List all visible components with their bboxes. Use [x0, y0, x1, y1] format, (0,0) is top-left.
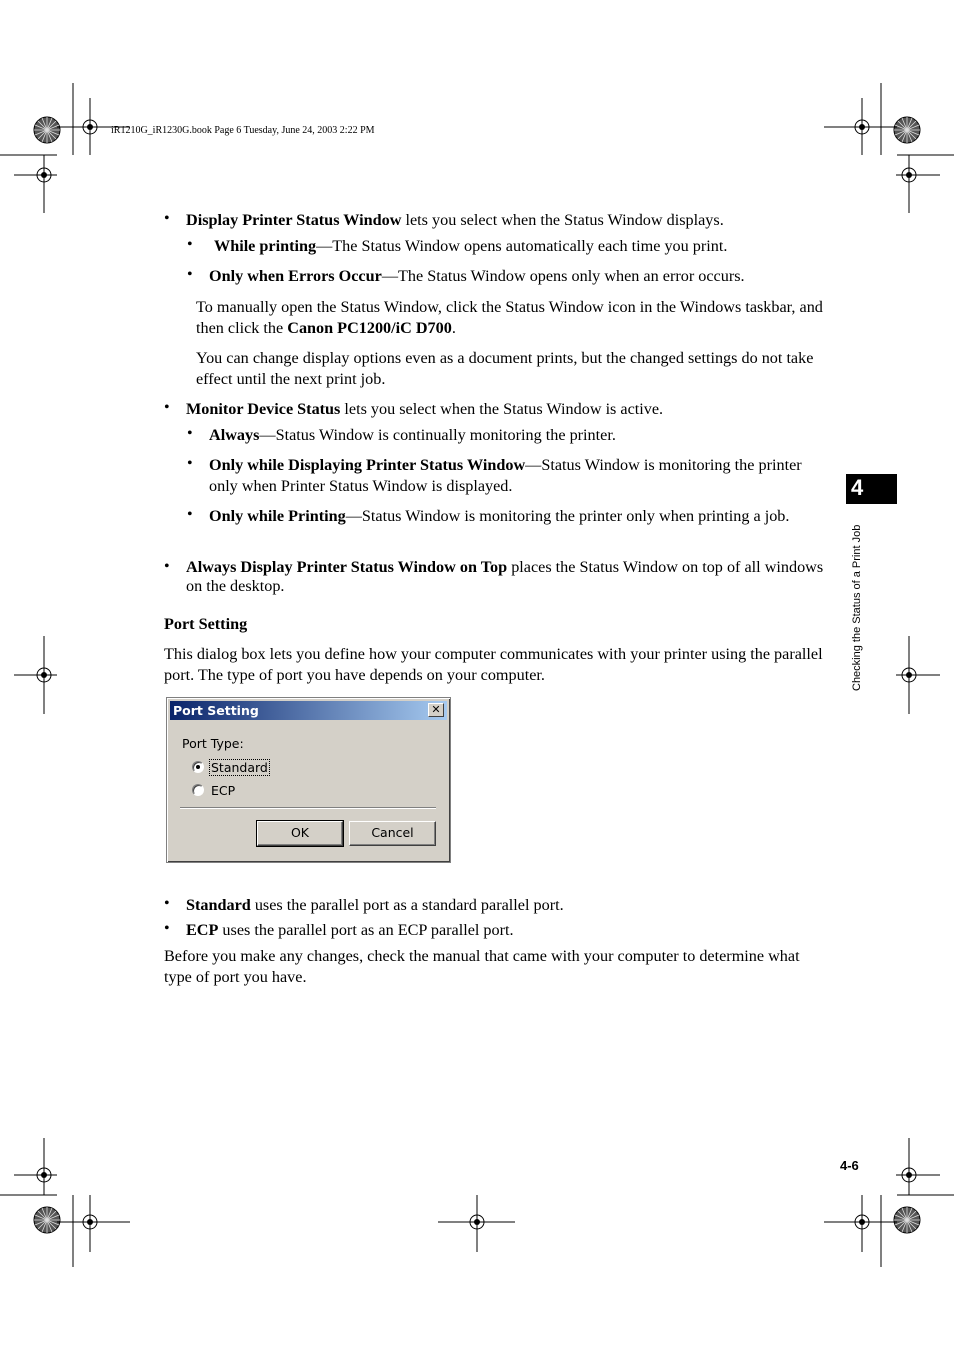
while-printing-monitor-term: Only while Printing — [209, 507, 346, 525]
while-displaying-item — [209, 455, 819, 497]
while-displaying-term: Only while Displaying Printer Status Window — [209, 456, 526, 474]
book-header-line: iR1210G_iR1230G.book Page 6 Tuesday, June 24, 2003 2:22 PM — [111, 125, 375, 136]
while-displaying-desc: —Status Window is monitoring the printer only when Printer Status Window is displayed. — [209, 456, 802, 495]
while-printing-monitor-desc: —Status Window is monitoring the printer only when printing a job. — [345, 507, 790, 525]
standard-desc: uses the parallel port as a standard parallel port. — [250, 896, 564, 914]
bullet: • — [164, 895, 170, 912]
always-term: Always — [209, 426, 260, 444]
chapter-tab — [846, 474, 897, 504]
port-intro-paragraph: This dialog box lets you define how your computer communicates with your printer using the parallel port. The type of port you have depends on your computer. — [164, 645, 823, 684]
dialog-title: Port Setting — [173, 703, 259, 718]
bullet: • — [164, 399, 170, 416]
bullet: • — [187, 425, 193, 442]
while-printing-desc: —The Status Window opens automatically each time you print. — [316, 237, 728, 255]
display-status-term: Display Printer Status Window — [186, 211, 402, 229]
port-setting-dialog — [166, 697, 451, 863]
always-on-top-term: Always Display Printer Status Window on Top — [186, 558, 508, 576]
ok-button[interactable]: OK — [257, 821, 343, 846]
radio-standard-label[interactable]: Standard — [211, 760, 268, 775]
radio-ecp[interactable] — [192, 784, 204, 796]
bullet: • — [187, 236, 193, 253]
only-errors-item — [209, 266, 824, 287]
period: . — [451, 319, 456, 337]
monitor-status-term: Monitor Device Status — [186, 400, 341, 418]
only-errors-term: Only when Errors Occur — [209, 267, 382, 285]
while-printing-monitor-item — [209, 506, 819, 527]
bullet: • — [164, 920, 170, 937]
monitor-status-item — [186, 399, 826, 420]
closing-paragraph: Before you make any changes, check the manual that came with your computer to determine what type of port you have. — [164, 947, 800, 986]
bullet: • — [187, 266, 193, 283]
chapter-title-vertical: Checking the Status of a Print Job — [851, 524, 863, 691]
radio-selected-dot — [196, 765, 200, 769]
ecp-desc: uses the parallel port as an ECP parallel port. — [218, 921, 514, 939]
standard-term: Standard — [186, 896, 251, 914]
page-number: 4-6 — [840, 1158, 859, 1173]
always-desc: —Status Window is continually monitoring the printer. — [259, 426, 616, 444]
always-item — [209, 425, 824, 446]
bullet: • — [164, 210, 170, 227]
port-setting-heading: Port Setting — [164, 615, 248, 633]
ecp-term: ECP — [186, 921, 219, 939]
radio-ecp-label[interactable]: ECP — [211, 783, 236, 798]
monitor-status-desc: lets you select when the Status Window is active. — [340, 400, 664, 418]
port-type-label: Port Type: — [182, 736, 244, 751]
standard-item — [186, 895, 826, 916]
bullet: • — [187, 455, 193, 472]
only-errors-desc: —The Status Window opens only when an error occurs. — [381, 267, 745, 285]
dialog-separator — [180, 807, 436, 809]
always-on-top-item — [186, 558, 826, 596]
ecp-item — [186, 920, 826, 941]
dialog-titlebar — [170, 701, 447, 720]
bullet: • — [164, 558, 170, 575]
always-on-top-desc: places the Status Window on top of all windows on the desktop. — [186, 558, 824, 595]
display-status-desc: lets you select when the Status Window displays. — [401, 211, 724, 229]
display-status-item — [186, 210, 826, 231]
printer-name: Canon PC1200/iC D700 — [287, 319, 452, 337]
radio-standard[interactable] — [192, 761, 204, 773]
manual-open-note — [196, 297, 824, 339]
close-icon[interactable]: ✕ — [428, 703, 444, 717]
chapter-number: 4 — [851, 475, 864, 500]
cancel-button[interactable]: Cancel — [349, 821, 436, 846]
while-printing-term: While printing — [214, 237, 317, 255]
while-printing-item — [214, 236, 824, 257]
bullet: • — [187, 506, 193, 523]
manual-open-text: To manually open the Status Window, click the Status Window icon in the Windows taskbar, and then click the — [196, 298, 823, 337]
display-options-note: You can change display options even as a document prints, but the changed settings do not take effect until the next print job. — [196, 349, 814, 388]
